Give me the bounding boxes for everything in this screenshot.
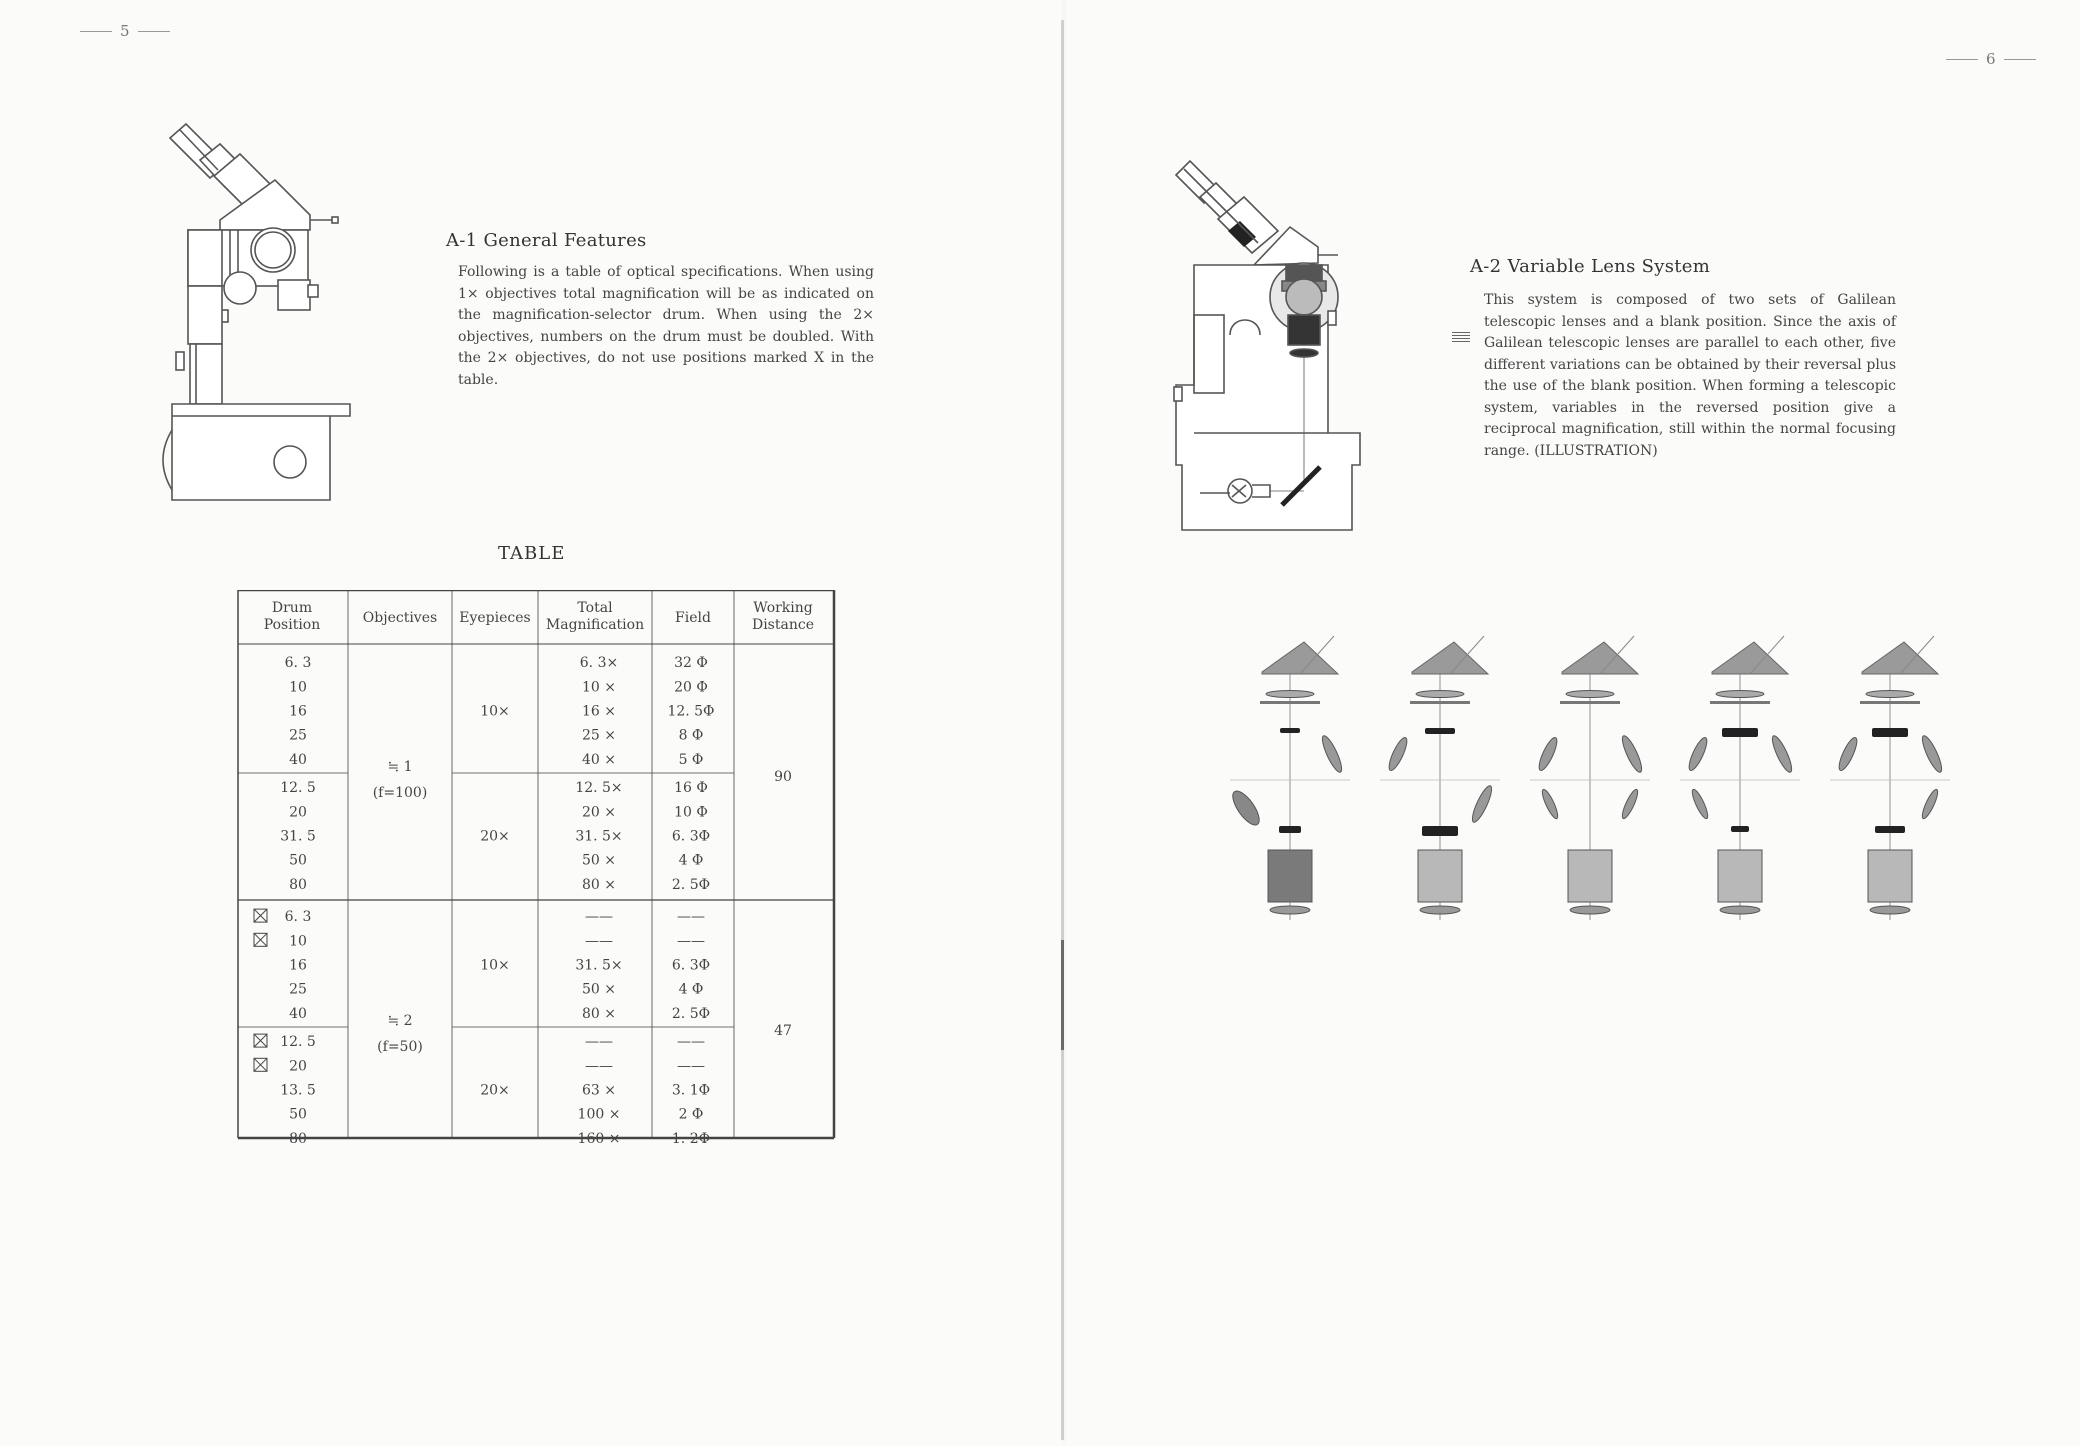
excluded-position-box <box>254 909 267 922</box>
lens-variation-4 <box>1680 636 1800 920</box>
total-magnification-cell: —— <box>585 1058 613 1075</box>
drum-position-cell: 80 <box>289 876 307 893</box>
objective-cell: (f=50) <box>377 1039 423 1055</box>
drum-position-cell: 12. 5 <box>280 1034 316 1051</box>
eyepiece-cell: 10× <box>480 703 510 720</box>
objective-cell: ≒ 2 <box>387 1013 413 1029</box>
section-body-a1: Following is a table of optical specifications. When using 1× objectives total magnification will be as indicated on the magnification-selector drum. When using the 2× objectives, numbers on the drum must be doubled. With the 2× objectives, do not use positions marked X in the table. <box>458 264 874 388</box>
field-cell: 4 Φ <box>678 852 704 869</box>
section-heading-a1: A-1 General Features <box>446 230 647 251</box>
excluded-position-box <box>254 933 267 946</box>
total-magnification-cell: —— <box>585 909 613 926</box>
eyepiece-cell: 20× <box>480 828 510 845</box>
eyepiece-cell: 10× <box>480 957 510 974</box>
field-cell: 2. 5Φ <box>671 876 711 893</box>
drum-position-cell: 25 <box>289 727 307 744</box>
header-objectives: Objectives <box>362 610 438 626</box>
field-cell: 2 Φ <box>678 1106 704 1123</box>
drum-position-cell: 10 <box>289 933 307 950</box>
variable-lens-illustration <box>1210 620 1970 920</box>
field-cell: —— <box>677 1034 705 1051</box>
objective-cell: (f=100) <box>372 785 428 801</box>
drum-position-cell: 50 <box>289 852 307 869</box>
drum-position-cell: 6. 3 <box>284 909 312 926</box>
section-heading-a2: A-2 Variable Lens System <box>1470 256 1711 277</box>
drum-position-cell: 6. 3 <box>284 655 312 672</box>
drum-position-cell: 25 <box>289 981 307 998</box>
header-drum: Drum <box>271 600 313 616</box>
optical-spec-table <box>236 590 836 1174</box>
working-distance-cell: 47 <box>774 1023 792 1039</box>
total-magnification-cell: 10 × <box>582 679 616 696</box>
microscope-cross-section-illustration <box>1170 155 1370 535</box>
field-cell: 4 Φ <box>678 981 704 998</box>
working-distance-cell: 90 <box>774 769 792 785</box>
field-cell: 6. 3Φ <box>671 828 711 845</box>
header-total-magnification: Magnification <box>545 617 645 633</box>
total-magnification-cell: 31. 5× <box>575 828 623 845</box>
drum-position-cell: 20 <box>289 804 307 821</box>
gutter-shadow <box>1061 940 1064 1050</box>
total-magnification-cell: 100 × <box>577 1106 621 1123</box>
header-field: Field <box>675 610 711 626</box>
total-magnification-cell: 80 × <box>582 1005 616 1022</box>
drum-position-cell: 13. 5 <box>280 1082 316 1099</box>
field-cell: 10 Φ <box>674 804 708 821</box>
total-magnification-cell: 6. 3× <box>579 655 619 672</box>
drum-position-cell: 40 <box>289 1005 307 1022</box>
field-cell: 32 Φ <box>674 655 708 672</box>
field-cell: 12. 5Φ <box>667 703 715 720</box>
total-magnification-cell: 50 × <box>582 981 616 998</box>
drum-position-cell: 40 <box>289 751 307 768</box>
drum-position-cell: 10 <box>289 679 307 696</box>
book-gutter <box>1061 20 1064 1440</box>
page-number-left: 5 <box>80 22 170 40</box>
field-cell: 2. 5Φ <box>671 1005 711 1022</box>
section-body-a2: This system is composed of two sets of Galilean telescopic lenses and a blank position. Since the axis of Galilean telescopic lenses are parallel to each other, five different variations can be obtained by their reversal plus the use of the blank position. When forming a telescopic system, variables in the reversed position give a reciprocal magnification, still within the normal focusing range. (ILLUSTRATION) <box>1484 292 1896 459</box>
drum-position-cell: 31. 5 <box>280 828 316 845</box>
field-cell: —— <box>677 1058 705 1075</box>
lens-variation-3 <box>1530 636 1650 920</box>
total-magnification-cell: 63 × <box>582 1082 616 1099</box>
table-title: TABLE <box>498 543 566 564</box>
total-magnification-cell: 160 × <box>577 1130 621 1147</box>
total-magnification-cell: 80 × <box>582 876 616 893</box>
total-magnification-cell: 20 × <box>582 804 616 821</box>
field-cell: —— <box>677 933 705 950</box>
drum-position-cell: 50 <box>289 1106 307 1123</box>
drum-position-cell: 16 <box>289 957 307 974</box>
field-cell: 8 Φ <box>678 727 704 744</box>
microscope-side-view-illustration <box>160 120 360 510</box>
drum-position-cell: 20 <box>289 1058 307 1075</box>
total-magnification-cell: 16 × <box>582 703 616 720</box>
header-working-distance: Distance <box>751 617 815 633</box>
total-magnification-cell: 12. 5× <box>575 780 623 797</box>
total-magnification-cell: —— <box>585 1034 613 1051</box>
total-magnification-cell: 40 × <box>582 751 616 768</box>
field-cell: —— <box>677 909 705 926</box>
objective-cell: ≒ 1 <box>387 759 413 775</box>
total-magnification-cell: —— <box>585 933 613 950</box>
header-working-distance: Working <box>753 600 813 616</box>
lens-variation-2 <box>1380 636 1500 920</box>
field-cell: 16 Φ <box>674 780 708 797</box>
excluded-position-box <box>254 1034 267 1047</box>
field-cell: 5 Φ <box>678 751 704 768</box>
lens-variation-5 <box>1830 636 1950 920</box>
header-total-magnification: Total <box>577 600 613 616</box>
field-cell: 1. 2Φ <box>671 1130 711 1147</box>
lens-variation-1 <box>1228 636 1350 920</box>
header-drum: Position <box>263 617 321 633</box>
header-eyepieces: Eyepieces <box>459 610 531 626</box>
field-cell: 6. 3Φ <box>671 957 711 974</box>
field-cell: 20 Φ <box>674 679 708 696</box>
eyepiece-cell: 20× <box>480 1082 510 1099</box>
total-magnification-cell: 25 × <box>582 727 616 744</box>
total-magnification-cell: 50 × <box>582 852 616 869</box>
excluded-position-box <box>254 1058 267 1071</box>
drum-position-cell: 16 <box>289 703 307 720</box>
page-number-right: 6 <box>1946 50 2036 68</box>
drum-position-cell: 12. 5 <box>280 780 316 797</box>
total-magnification-cell: 31. 5× <box>575 957 623 974</box>
drum-position-cell: 80 <box>289 1130 307 1147</box>
margin-stamp <box>1452 332 1470 342</box>
field-cell: 3. 1Φ <box>671 1082 711 1099</box>
